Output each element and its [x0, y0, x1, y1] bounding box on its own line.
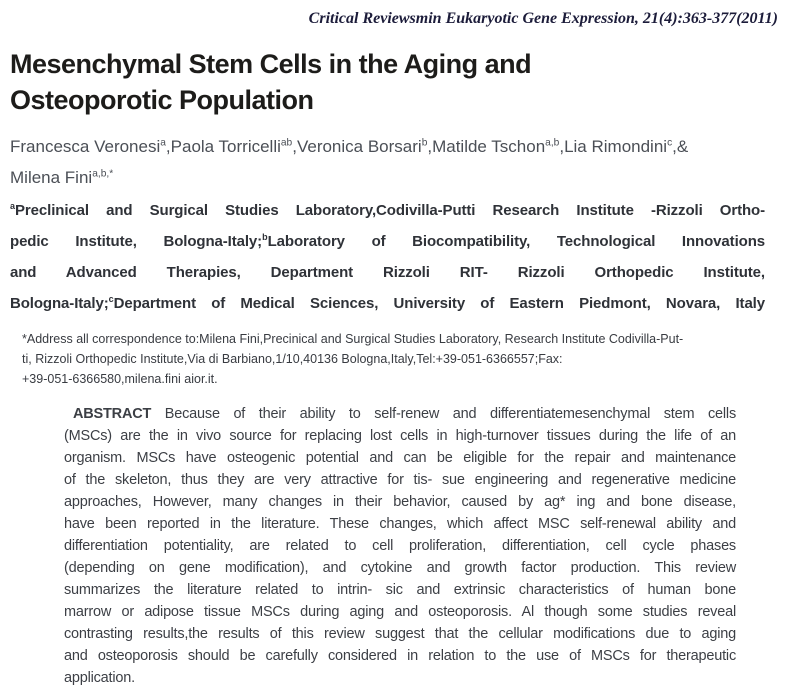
text-line [10, 257, 765, 288]
text-run: Department of Medical Sciences, University of Eastern Piedmont, Novara, Italy [113, 295, 765, 312]
affiliations [10, 195, 765, 319]
text-run: ,Paola Torricelli [165, 137, 281, 156]
text-line [64, 403, 736, 425]
text-run: ,Veronica Borsari [292, 137, 422, 156]
text-run: of the skeleton, thus they are very attractive for tis- sue engineering and regenerative medicine [64, 472, 736, 488]
text-run: and osteoporosis should be carefully considered in relation to the use of MSCs for therapeutic [64, 648, 736, 664]
superscript: ab [280, 137, 293, 149]
text-run: differentiation potentiality, are related to cell proliferation, differentiation, cell cycle phases [64, 538, 736, 554]
text-line [10, 82, 786, 118]
text-line [64, 645, 736, 667]
text-run: (depending on gene modification), and cytokine and growth factor production. This review [64, 560, 736, 576]
text-line [64, 623, 736, 645]
text-run: and Advanced Therapies, Department Rizzoli RIT- Rizzoli Orthopedic Institute, [10, 264, 765, 281]
text-line [10, 46, 786, 82]
text-line [64, 579, 736, 601]
superscript: a,b,* [92, 168, 114, 180]
superscript: a,b [545, 137, 560, 149]
text-run: Preclinical and Surgical Studies Laboratory,Codivilla-Putti Research Institute -Rizzoli Ortho- [15, 202, 765, 219]
journal-citation: Critical Reviewsmin Eukaryotic Gene Expression, 21(4):363-377(2011) [308, 10, 778, 27]
text-run: Bologna-Italy; [10, 295, 109, 312]
text-line [64, 601, 736, 623]
bold-label: ABSTRACT [73, 406, 152, 422]
text-run: ,& [672, 137, 689, 156]
text-line [64, 513, 736, 535]
text-run: *Address all correspondence to:Milena Fini,Precinical and Surgical Studies Laboratory, Research Institute Codivilla-Put- [22, 332, 684, 346]
text-run: marrow or adipose tissue MSCs during aging and osteoporosis. Al though some studies reveal [64, 604, 736, 620]
text-run: +39-051-6366580,milena.fini aior.it. [22, 372, 218, 386]
text-run: approaches, However, many changes in their behavior, caused by ag* ing and bone disease, [64, 494, 736, 510]
text-run: application. [64, 670, 135, 686]
text-run: organism. MSCs have osteogenic potential and can be eligible for the repair and maintenance [64, 450, 736, 466]
text-line [64, 667, 736, 689]
text-run: (MSCs) are the in vivo source for replacing lost cells in high-turnover tissues during the life of an [64, 428, 736, 444]
superscript: c [667, 137, 673, 149]
text-run: Mesenchymal Stem Cells in the Aging and [10, 49, 532, 79]
text-line [64, 469, 736, 491]
text-line [10, 195, 765, 226]
abstract-paragraph [64, 403, 736, 689]
text-run: Milena Fini [10, 168, 93, 187]
text-line [10, 226, 765, 257]
paper-title [10, 46, 786, 118]
text-line [64, 425, 736, 447]
text-run: summarizes the literature related to intrin- sic and extrinsic characteristics of human bone [64, 582, 736, 598]
superscript: b [421, 137, 428, 149]
text-run: Laboratory of Biocompatibility, Technological Innovations [267, 233, 765, 250]
superscript: c [108, 294, 114, 304]
text-run: ,Lia Rimondini [559, 137, 668, 156]
superscript: a [160, 137, 166, 149]
text-run: pedic Institute, Bologna-Italy; [10, 233, 263, 250]
text-run: have been reported in the literature. These changes, which affect MSC self-renewal ability and [64, 516, 736, 532]
text-line [22, 369, 774, 389]
text-line [10, 162, 786, 193]
text-line [64, 447, 736, 469]
text-line [22, 329, 774, 349]
text-run: Because of their ability to self-renew and differentiatemesenchymal stem cells [151, 406, 736, 422]
authors-list [10, 131, 786, 193]
text-line [10, 131, 786, 162]
text-run: ti, Rizzoli Orthopedic Institute,Via di Barbiano,1/10,40136 Bologna,Italy,Tel:+39-051-6366557;Fax: [22, 352, 563, 366]
text-line [64, 491, 736, 513]
text-run: Osteoporotic Population [10, 85, 314, 115]
text-run: Francesca Veronesi [10, 137, 161, 156]
text-line [64, 535, 736, 557]
text-line [64, 557, 736, 579]
correspondence-note [22, 329, 774, 389]
superscript: a [10, 201, 16, 211]
superscript: b [262, 232, 268, 242]
text-run: contrasting results,the results of this review suggest that the cellular modifications due to aging [64, 626, 736, 642]
text-line [22, 349, 774, 369]
text-run: ,Matilde Tschon [427, 137, 546, 156]
text-line [10, 288, 765, 319]
